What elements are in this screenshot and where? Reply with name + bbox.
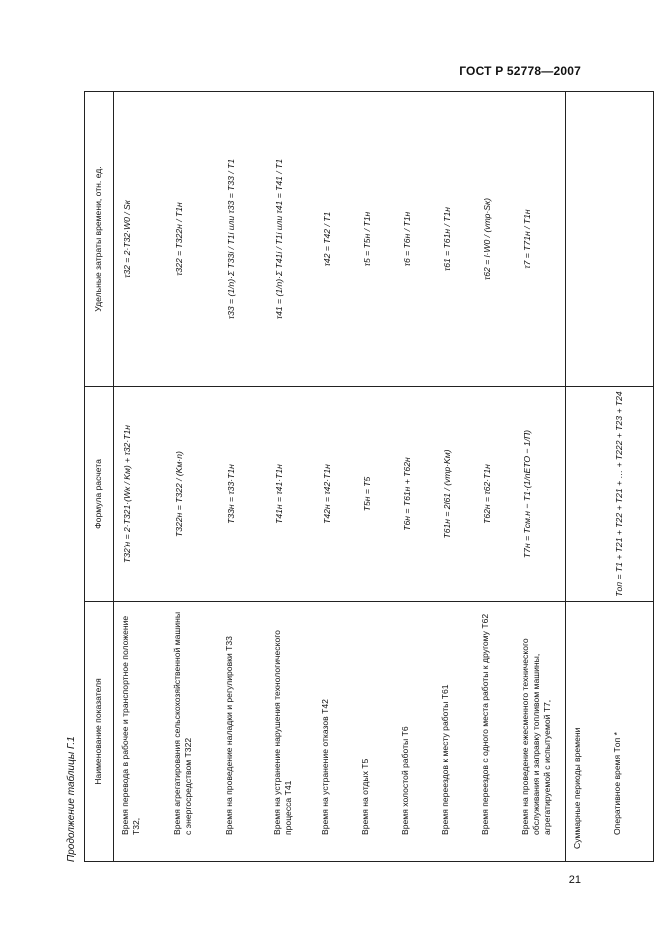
- row-name: Время холостой работы T6: [394, 602, 434, 862]
- row-formula: Tоп = T1 + T21 + T22 + T21 + … + T222 + T23 + T24: [606, 387, 654, 602]
- row-name: Оперативное время Tоп *: [606, 602, 654, 862]
- row-formula: T322н = T322 / (Kм·n): [166, 387, 218, 602]
- row-specific: τ61 = T61н / T1н: [434, 92, 474, 387]
- row-formula: [566, 387, 606, 602]
- row-specific: τ6 = T6н / T1н: [394, 92, 434, 387]
- row-specific: τ32 = 2·T32·W0 / Sк: [114, 92, 166, 387]
- row-specific: τ7 = T71н / T1н: [514, 92, 566, 387]
- row-name: Время на устранение нарушения технологического процесса T41: [266, 602, 314, 862]
- column-header-formula: Формула расчета: [85, 387, 114, 602]
- table-row: [114, 92, 166, 862]
- row-specific: τ33 = (1/n)·Σ T33i / T1i или τ33 = T33 / T1: [218, 92, 266, 387]
- row-formula: T41н = τ41·T1н: [266, 387, 314, 602]
- row-formula: T6н = T61н + T62н: [394, 387, 434, 602]
- table-row: [606, 92, 654, 862]
- row-name-section: Суммарные периоды времени: [566, 602, 606, 862]
- column-header-name: Наименование показателя: [85, 602, 114, 862]
- row-formula: T62н = τ62·T1н: [474, 387, 514, 602]
- row-specific: τ42 = T42 / T1: [314, 92, 354, 387]
- row-name: Время на проведение наладки и регулировки T33: [218, 602, 266, 862]
- table-row: [394, 92, 434, 862]
- table-row: [166, 92, 218, 862]
- calculation-table: [84, 91, 654, 862]
- row-specific: τ5 = T5н / T1н: [354, 92, 394, 387]
- row-formula: T42н = τ42·T1н: [314, 387, 354, 602]
- table-caption: Продолжение таблицы Г.1: [66, 736, 77, 862]
- row-formula: T61н = 2l61 / (vтр·Kм): [434, 387, 474, 602]
- row-specific: [606, 92, 654, 387]
- table-row: [314, 92, 354, 862]
- row-name: Время переездов с одного места работы к другому T62: [474, 602, 514, 862]
- document-code: ГОСТ Р 52778—2007: [459, 64, 581, 78]
- row-formula: T33н = τ33·T1н: [218, 387, 266, 602]
- row-specific: τ41 = (1/n)·Σ T41i / T1i или τ41 = T41 / T1: [266, 92, 314, 387]
- row-name: Время на проведение ежесменного технического обслуживания и заправку топливом машины, агрегатируемой с испытуемой T7,: [514, 602, 566, 862]
- page-number: 21: [568, 874, 581, 886]
- table-row: [566, 92, 606, 862]
- row-formula: T32'н = 2·T321·(Wк / Kм) + τ32·T1н: [114, 387, 166, 602]
- row-specific: τ322 = T322н / T1н: [166, 92, 218, 387]
- table-row: [474, 92, 514, 862]
- row-name: Время на устранение отказов T42: [314, 602, 354, 862]
- row-formula: T5н = T5: [354, 387, 394, 602]
- row-name: Время агрегатирования сельскохозяйственной машины с энергосредством T322: [166, 602, 218, 862]
- row-name: Время перевода в рабочее и транспортное положение T32,: [114, 602, 166, 862]
- column-header-specific: Удельные затраты времени, отн. ед.: [85, 92, 114, 387]
- row-name: Время переездов к месту работы T61: [434, 602, 474, 862]
- table-row: [354, 92, 394, 862]
- row-specific: [566, 92, 606, 387]
- row-name: Время на отдых T5: [354, 602, 394, 862]
- table-row: [266, 92, 314, 862]
- row-formula: T7н = Tсм.н − T1·(1/nЕТО − 1/П): [514, 387, 566, 602]
- table-row: [218, 92, 266, 862]
- table-row: [514, 92, 566, 862]
- row-specific: τ62 = l·W0 / (vтр·Sк): [474, 92, 514, 387]
- rotated-table-area: [66, 92, 624, 862]
- table-row: [434, 92, 474, 862]
